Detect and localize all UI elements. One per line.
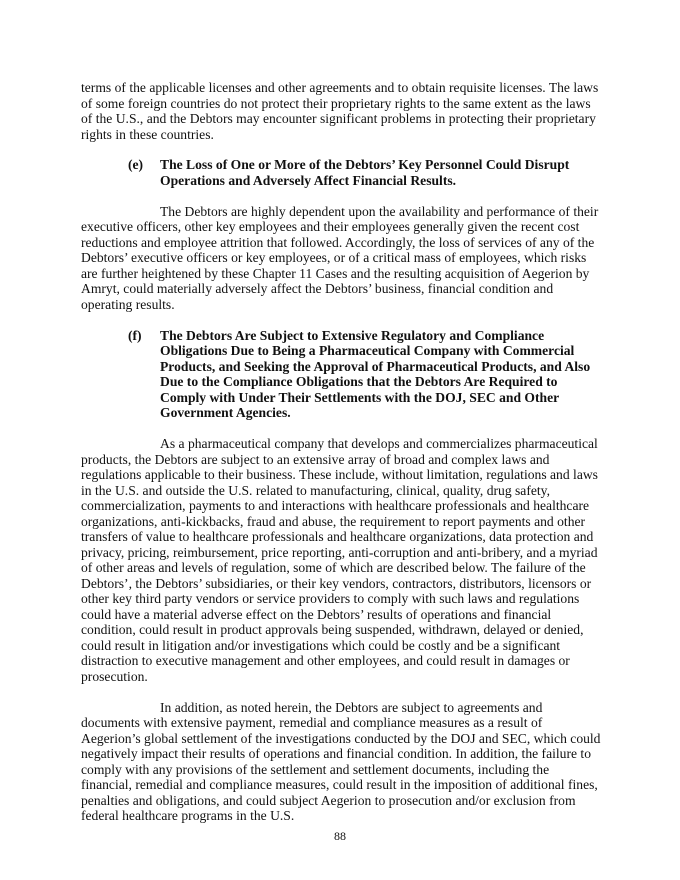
section-f-paragraph-2: In addition, as noted herein, the Debtors are subject to agreements and documents with extensive payment, remedial and compliance measures as a result of Aegerion’s global settlement of the investigations conducted by the DOJ and SEC, which could negatively impact their results of operations and financial condition. In addition, the failure to comply with any provisions of the settlement and settlement documents, including the financial, remedial and compliance measures, could result in the imposition of additional fines, penalties and obligations, and could subject Aegerion to prosecution and/or exclusion from federal healthcare programs in the U.S. <box>81 699 601 823</box>
page-number: 88 <box>334 829 346 843</box>
spacer <box>81 188 601 204</box>
section-e-paragraph: The Debtors are highly dependent upon the availability and performance of their executive officers, other key employees and their employees generally given the recent cost reductions and employee attrition that followed. Accordingly, the loss of services of any of the Debtors’ executive officers or key employees, or of a critical mass of employees, which risks are further heightened by these Chapter 11 Cases and the resulting acquisition of Aegerion by Amryt, could materially adversely affect the Debtors’ business, financial condition and operating results. <box>81 203 599 312</box>
section-e-title: The Loss of One or More of the Debtors’ Key Personnel Could Disrupt Operations and Adversely Affect Financial Results. <box>160 157 570 188</box>
spacer <box>81 142 601 157</box>
section-f-title: The Debtors Are Subject to Extensive Regulatory and Compliance Obligations Due to Being a Pharmaceutical Company with Commercial Products, and Seeking the Approval of Pharmaceutical Products, and Also Due to the Compliance Obligations that the Debtors Are Required to Comply with Under Their Settlements with the DOJ, SEC and Other Government Agencies. <box>160 327 591 420</box>
section-f-label: (f) <box>128 327 142 343</box>
spacer <box>81 312 601 328</box>
section-e-label: (e) <box>128 157 144 172</box>
spacer <box>81 421 601 437</box>
intro-paragraph: terms of the applicable licenses and other agreements and to obtain requisite licenses. The laws of some foreign countries do not protect their proprietary rights to the same extent as the laws of the U.S., and the Debtors may encounter significant problems in protecting their proprietary rights in these countries. <box>81 80 599 142</box>
document-page <box>81 80 601 824</box>
section-f-heading <box>81 328 601 421</box>
spacer <box>81 684 601 700</box>
section-e-heading <box>81 157 601 188</box>
section-f-paragraph-1: As a pharmaceutical company that develops and commercializes pharmaceutical products, the Debtors are subject to an extensive array of broad and complex laws and regulations applicable to their business. These include, without limitation, regulations and laws in the U.S. and outside the U.S. related to manufacturing, clinical, quality, drug safety, commercialization, payments to and interactions with healthcare professionals and healthcare organizations, anti-kickbacks, fraud and abuse, the requirement to report payments and other transfers of value to healthcare professionals and healthcare organizations, data protection and privacy, pricing, reimbursement, price reporting, anti-corruption and anti-bribery, and a myriad of other areas and levels of regulation, some of which are described below. The failure of the Debtors’, the Debtors’ subsidiaries, or their key vendors, contractors, distributors, licensors or other key third party vendors or service providers to comply with such laws and regulations could have a material adverse effect on the Debtors’ results of operations and financial condition, could result in product approvals being suspended, withdrawn, delayed or denied, could result in litigation and/or investigations which could be costly and be a significant distraction to executive management and other employees, and could result in damages or prosecution. <box>81 436 598 684</box>
